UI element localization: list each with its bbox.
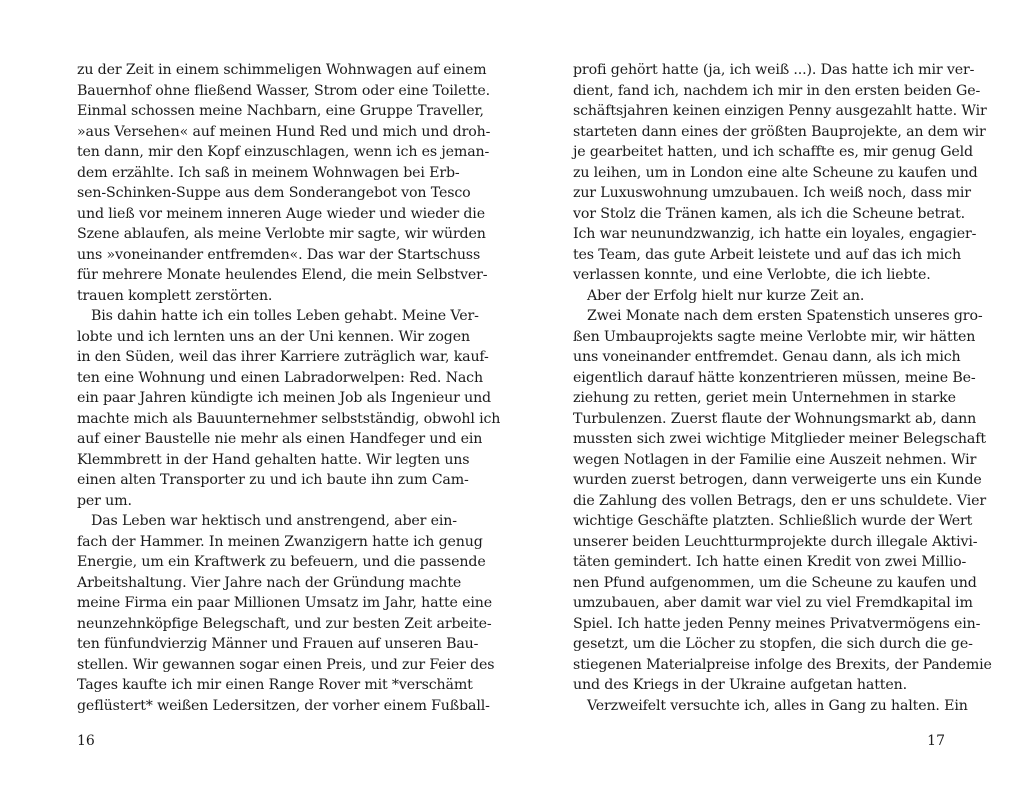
text-line: ziehung zu retten, geriet mein Unternehmen in starke [573,390,956,406]
text-line: in den Süden, weil das ihrer Karriere zuträglich war, kauf- [77,349,489,365]
right-page [573,0,992,793]
text-line: eigentlich darauf hätte konzentrieren müssen, meine Be- [573,369,976,386]
text-line: vor Stolz die Tränen kamen, als ich die Scheune betrat. [573,205,966,222]
paragraph-start-line: Verzweifelt versuchte ich, alles in Gang zu halten. Ein [587,697,968,714]
text-line: Spiel. Ich hatte jeden Penny meines Privatvermögens ein- [573,615,981,632]
text-line: »aus Versehen« auf meinen Hund Red und mich und droh- [77,123,491,140]
text-line: uns voneinander entfremdet. Genau dann, als ich mich [573,349,961,365]
text-line: Ich war neunundzwanzig, ich hatte ein loyales, engagier- [573,226,977,242]
paragraph-start-line: Das Leben war hektisch und anstrengend, aber ein- [91,513,457,529]
text-line: fach der Hammer. In meinen Zwanzigern hatte ich genug [77,533,483,550]
text-line: meine Firma ein paar Millionen Umsatz im Jahr, hatte eine [77,595,492,611]
text-line: ten eine Wohnung und einen Labradorwelpen: Red. Nach [77,369,483,386]
text-line: schäftsjahren keinen einzigen Penny ausgezahlt hatte. Wir [573,103,987,119]
text-line: wurden zuerst betrogen, dann verweigerte uns ein Kunde [573,472,982,488]
text-line: zu der Zeit in einem schimmeligen Wohnwagen auf einem [77,62,487,78]
text-line: Bauernhof ohne fließend Wasser, Strom oder eine Toilette. [77,82,490,99]
text-line: wichtige Geschäfte platzten. Schließlich wurde der Wert [573,513,973,529]
text-line: zur Luxuswohnung umzubauen. Ich weiß noch, dass mir [573,185,971,201]
text-line: profi gehört hatte (ja, ich weiß ...). Das hatte ich mir ver- [573,62,975,78]
text-line: umzubauen, aber damit war viel zu viel Fremdkapital im [573,595,973,611]
text-line: Klemmbrett in der Hand gehalten hatte. Wir legten uns [77,451,470,468]
paragraph-end-line: verlassen konnte, und eine Verlobte, die ich liebte. [573,267,931,283]
paragraph-single-line: Aber der Erfolg hielt nur kurze Zeit an. [587,287,865,304]
text-line: dient, fand ich, nachdem ich mir in den ersten beiden Ge- [573,82,981,99]
text-line: stiegenen Materialpreise infolge des Brexits, der Pandemie [573,656,992,673]
text-line: machte mich als Bauunternehmer selbstständig, obwohl ich [77,410,501,427]
paragraph-start-line: Bis dahin hatte ich ein tolles Leben gehabt. Meine Ver- [91,308,479,324]
text-line: einen alten Transporter zu und ich baute ihn zum Cam- [77,472,469,488]
text-line: gesetzt, um die Löcher zu stopfen, die sich durch die ge- [573,636,973,652]
text-line: Szene ablaufen, als meine Verlobte mir sagte, wir würden [77,226,486,242]
text-line: ein paar Jahren kündigte ich meinen Job als Ingenieur und [77,390,491,406]
text-line: ten dann, mir den Kopf einzuschlagen, wenn ich es jeman- [77,144,490,160]
text-line: Turbulenzen. Zuerst flaute der Wohnungsmarkt ab, dann [573,410,977,427]
text-line: je gearbeitet hatten, und ich schaffte es, mir genug Geld [573,144,973,160]
text-line: und ließ vor meinem inneren Auge wieder und wieder die [77,205,485,222]
text-line: auf einer Baustelle nie mehr als einen Handfeger und ein [77,431,483,447]
text-line: für mehrere Monate heulendes Elend, die mein Selbstver- [77,267,488,283]
text-line: Einmal schossen meine Nachbarn, eine Gruppe Traveller, [77,103,484,119]
text-line: stellen. Wir gewannen sogar einen Preis, und zur Feier des [77,656,495,673]
text-line: ßen Umbauprojekts sagte meine Verlobte mir, wir hätten [573,328,976,345]
text-line: mussten sich zwei wichtige Mitglieder meiner Belegschaft [573,431,986,447]
paragraph-end-line: trauen komplett zerstörten. [77,287,273,304]
text-line: Tages kaufte ich mir einen Range Rover mit *verschämt [77,677,473,693]
paragraph-end-line: und des Kriegs in der Ukraine aufgetan hatten. [573,677,907,693]
page-number: 17 [927,733,945,749]
text-line: geflüstert* weißen Ledersitzen, der vorher einem Fußball- [77,697,490,714]
page-number: 16 [77,733,95,749]
text-line: unserer beiden Leuchtturmprojekte durch illegale Aktivi- [573,533,978,550]
text-line: wegen Notlagen in der Familie eine Auszeit nehmen. Wir [573,451,977,468]
text-line: Arbeitshaltung. Vier Jahre nach der Gründung machte [77,574,462,591]
paragraph-start-line: Zwei Monate nach dem ersten Spatenstich unseres gro- [587,308,983,324]
left-page [77,0,501,793]
text-line: neunzehnköpfige Belegschaft, und zur besten Zeit arbeite- [77,615,492,632]
text-line: sen-Schinken-Suppe aus dem Sonderangebot von Tesco [77,185,471,201]
text-line: nen Pfund aufgenommen, um die Scheune zu kaufen und [573,574,977,591]
paragraph-end-line: per um. [77,492,132,509]
text-line: die Zahlung des vollen Betrags, den er uns schuldete. Vier [573,492,986,509]
text-line: ten fünfundvierzig Männer und Frauen auf unseren Bau- [77,636,479,652]
text-line: starteten dann eines der größten Bauprojekte, an dem wir [573,123,986,140]
text-line: dem erzählte. Ich saß in meinem Wohnwagen bei Erb- [77,164,460,181]
text-line: tes Team, das gute Arbeit leistete und auf das ich mich [573,246,961,263]
text-line: uns »voneinander entfremden«. Das war der Startschuss [77,246,481,263]
text-line: täten gemindert. Ich hatte einen Kredit von zwei Millio- [573,554,967,570]
text-line: zu leihen, um in London eine alte Scheune zu kaufen und [573,164,978,181]
text-line: Energie, um ein Kraftwerk zu befeuern, und die passende [77,554,486,570]
text-line: lobte und ich lernten uns an der Uni kennen. Wir zogen [77,328,470,345]
